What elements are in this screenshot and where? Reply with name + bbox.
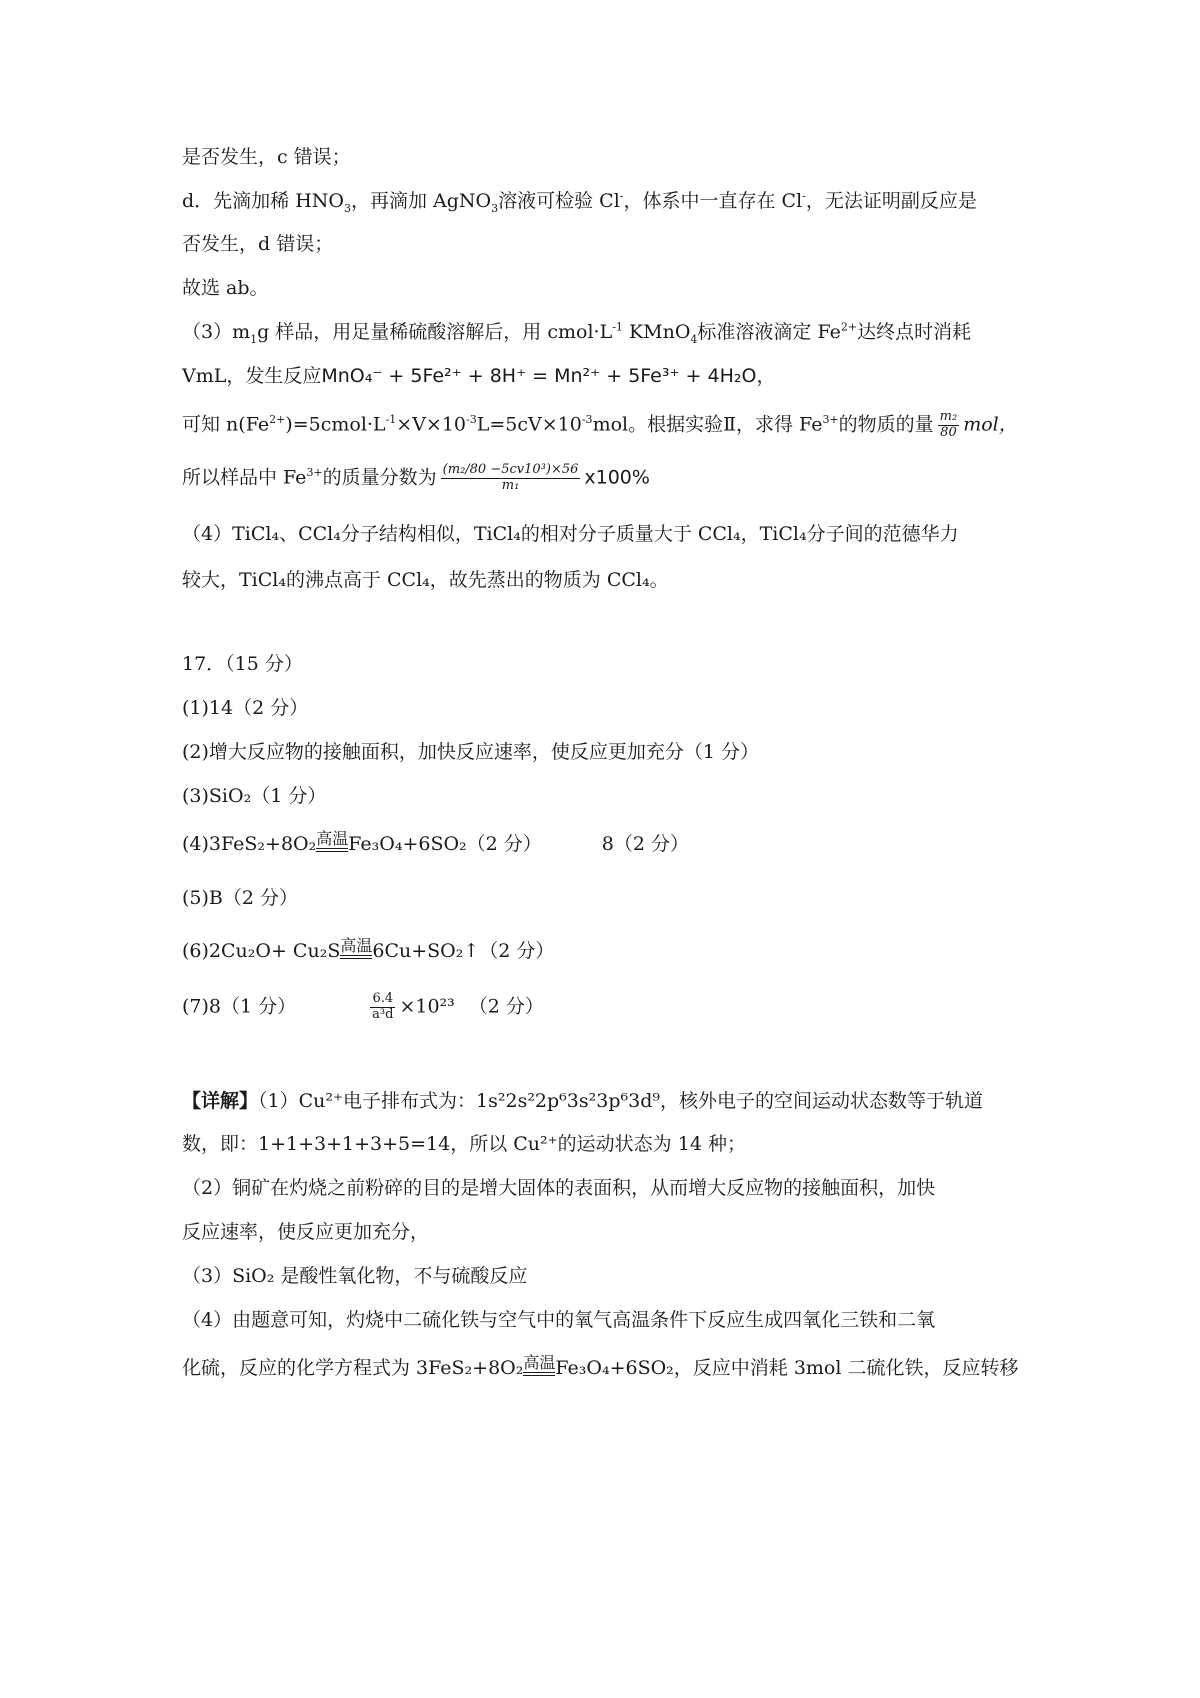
answer-line: (6)2Cu₂O+ Cu₂S 高温 6Cu+SO₂↑（2 分） bbox=[182, 937, 554, 965]
reaction-condition: 高温 bbox=[523, 1354, 555, 1382]
text-line: 所以样品中 $Fe^{3+}$的质量分数为 $\frac{\text{(m₂/80 −5cv10³)×56}}{\text{m₁}}$ x100% bbox=[182, 462, 650, 493]
text-line: 【详解】（1）Cu²⁺电子排布式为：1s²2s²2p⁶3s²3p⁶3d⁹，核外电子的空间运动状态数等于轨道 bbox=[182, 1090, 983, 1112]
text-line: 化硫，反应的化学方程式为 3FeS₂+8O₂ 高温 Fe₃O₄+6SO₂，反应中消耗 3mol 二硫化铁，反应转移 bbox=[182, 1354, 1019, 1382]
text-line: 较大，TiCl₄的沸点高于 CCl₄，故先蒸出的物质为 CCl₄。 bbox=[182, 569, 669, 591]
text-line: 否发生，d 错误； bbox=[182, 233, 334, 255]
text-line: 是否发生，c 错误； bbox=[182, 146, 351, 168]
fraction: $\frac{\text{m₂}}{80}$ bbox=[939, 409, 958, 440]
text-line: （2）铜矿在灼烧之前粉碎的目的是增大固体的表面积，从而增大反应物的接触面积，加快 bbox=[182, 1177, 936, 1199]
text-line: d．先滴加稀 $HNO_3$，再滴加 AgNO$_3$溶液可检验 Cl-，体系中一直存在 Cl-，无法证明副反应是 bbox=[182, 189, 977, 215]
reaction-condition: 高温 bbox=[316, 830, 348, 858]
answer-line: (7)8（1 分） $\frac{6.4}{\text{a³d}}$ ×10²³ （2 分） bbox=[182, 991, 544, 1022]
reaction-equation: MnO₄⁻ + 5Fe²⁺ + 8H⁺ = Mn²⁺ + 5Fe³⁺ + 4H₂O， bbox=[321, 365, 776, 387]
answer-line: (1)14（2 分） bbox=[182, 697, 309, 719]
text-line: $(3)m_1g$ 样品，用足量稀硫酸溶解后，用 $cmol\cdot L^{-1}$ KMnO$_4$标准溶液滴定 $Fe^{2+}$达终点时消耗 bbox=[182, 320, 972, 346]
answer-line: (5)B（2 分） bbox=[182, 887, 299, 909]
reaction-condition: 高温 bbox=[340, 937, 372, 965]
text-line: VmL，发生反应MnO₄⁻ + 5Fe²⁺ + 8H⁺ = Mn²⁺ + 5Fe³⁺ + 4H₂O， bbox=[182, 365, 776, 387]
text-line: 反应速率，使反应更加充分， bbox=[182, 1221, 430, 1243]
question-heading: 17．（15 分） bbox=[182, 653, 303, 675]
text-line: 故选 ab。 bbox=[182, 277, 269, 299]
fraction: $\frac{6.4}{\text{a³d}}$ bbox=[372, 991, 394, 1022]
text-line: 可知 $n(Fe^{2+})=5cmol\cdot L^{-1}\times V\times 10^{-3}L=5cV\times 10^{-3}mol$。根据实验Ⅱ，求得 $Fe^{3+}$的物质的量 $\frac{\text{m₂}}{80}$ mol， bbox=[182, 409, 1018, 440]
answer-line: (4)3FeS₂+8O₂ 高温 Fe₃O₄+6SO₂（2 分） 8（2 分） bbox=[182, 830, 689, 858]
answer-line: (3)SiO₂（1 分） bbox=[182, 785, 327, 807]
text-line: （3）SiO₂ 是酸性氧化物，不与硫酸反应 bbox=[182, 1265, 528, 1287]
text-line: （4）TiCl₄、CCl₄分子结构相似，TiCl₄的相对分子质量大于 CCl₄，TiCl₄分子间的范德华力 bbox=[182, 523, 959, 545]
mass-fraction-formula: $\frac{\text{(m₂/80 −5cv10³)×56}}{\text{m₁}}$ bbox=[442, 462, 579, 493]
text-line: （4）由题意可知，灼烧中二硫化铁与空气中的氧气高温条件下反应生成四氧化三铁和二氧 bbox=[182, 1309, 936, 1331]
answer-line: (2)增大反应物的接触面积，加快反应速率，使反应更加充分（1 分） bbox=[182, 741, 760, 763]
text-line: 数，即：1+1+3+1+3+5=14，所以 Cu²⁺的运动状态为 14 种； bbox=[182, 1133, 746, 1155]
detail-label: 【详解】 bbox=[182, 1090, 259, 1112]
